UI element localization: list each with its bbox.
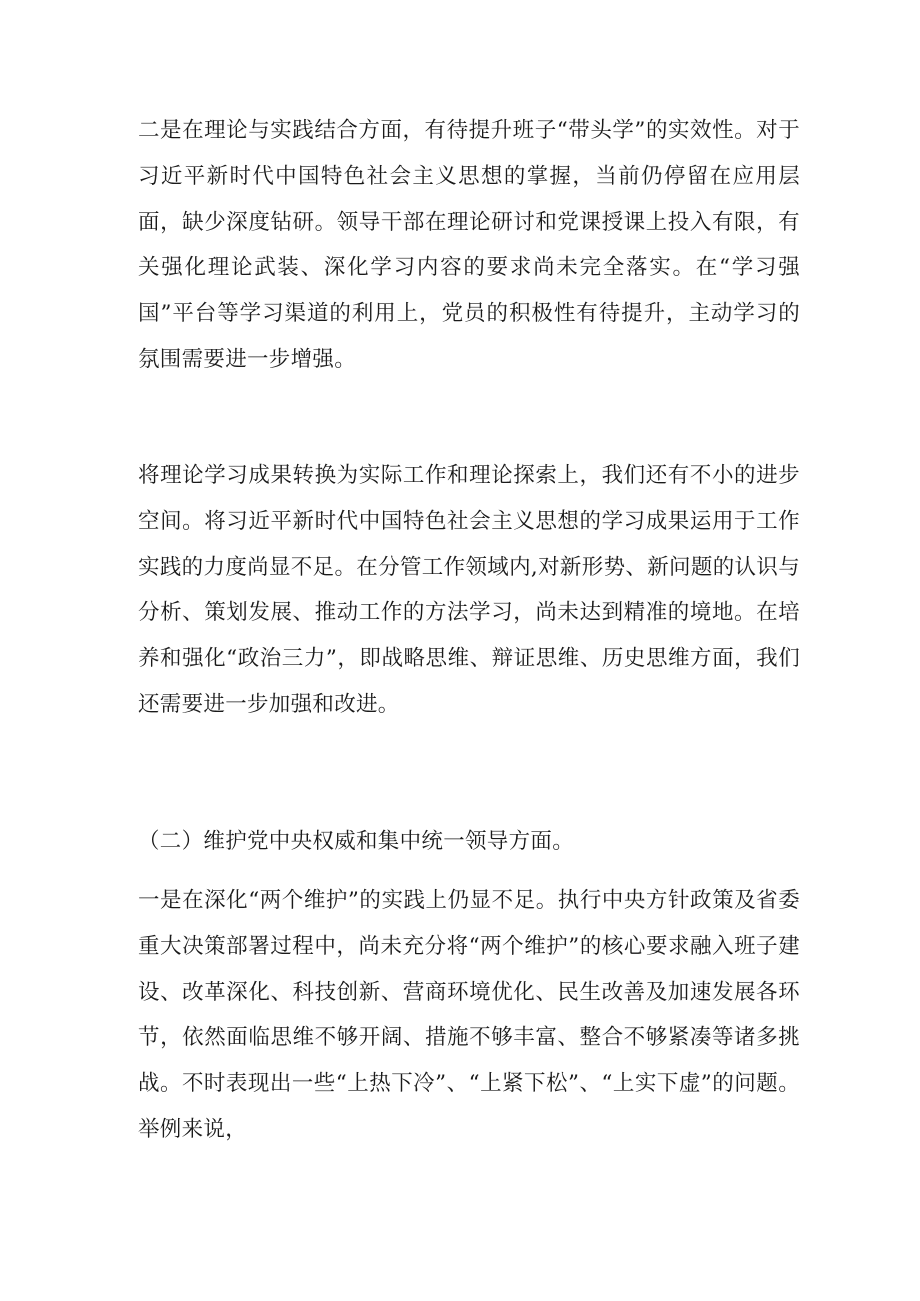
paragraph-theory-practice: 二是在理论与实践结合方面，有待提升班子“带头学”的实效性。对于习近平新时代中国特色社会主义思想的掌握，当前仍停留在应用层面，缺少深度钻研。领导干部在理论研讨和党课授课上投入有限，有关强化理论武装、深化学习内容的要求尚未完全落实。在“学习强国”平台等学习渠道的利用上，党员的积极性有待提升，主动学习的氛围需要进一步增强。	[138, 118, 800, 372]
paragraph-learning-results: 将理论学习成果转换为实际工作和理论探索上，我们还有不小的进步空间。将习近平新时代中国特色社会主义思想的学习成果运用于工作实践的力度尚显不足。在分管工作领域内,对新形势、新问题的认识与分析、策划发展、推动工作的方法学习，尚未达到精准的境地。在培养和强化“政治三力”，即战略思维、辩证思维、历史思维方面，我们还需要进一步加强和改进。	[138, 463, 800, 717]
paragraph-two-upholds: 一是在深化“两个维护”的实践上仍显不足。执行中央方针政策及省委重大决策部署过程中，尚未充分将“两个维护”的核心要求融入班子建设、改革深化、科技创新、营商环境优化、民生改善及加速发展各环节，依然面临思维不够开阔、措施不够丰富、整合不够紧凑等诸多挑战。不时表现出一些“上热下冷”、“上紧下松”、“上实下虚”的问题。举例来说，	[138, 888, 800, 1142]
section-heading: （二）维护党中央权威和集中统一领导方面。	[138, 829, 575, 854]
